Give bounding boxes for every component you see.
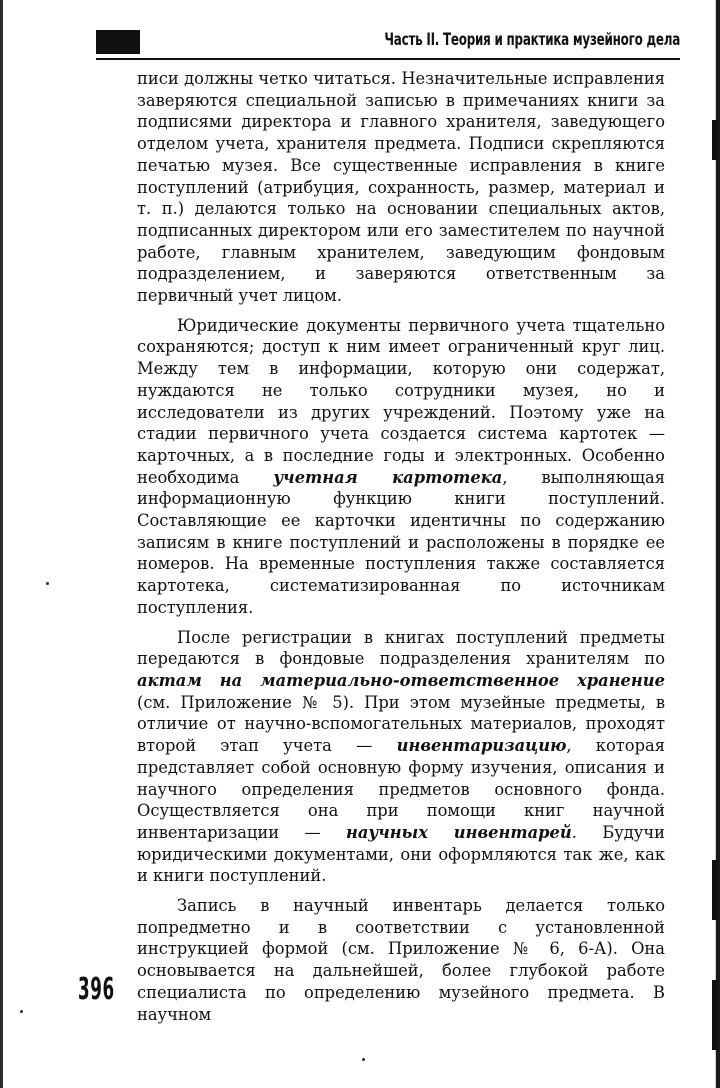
text-run: , выполняющая информационную функцию книги поступлений. Составляющие ее карточки идентичны по содержанию записям в книге поступлений и расположены в порядке ее номеров. На временные поступления также составляется картотека, систематизированная по источникам поступления. [137, 467, 666, 617]
scan-artifact [712, 980, 718, 1050]
paragraph [137, 895, 665, 1025]
text-run: . Будучи юридическими документами, они оформляются так же, как и книги поступлений. [137, 822, 665, 886]
emphasized-term: учетная картотека [273, 467, 503, 487]
paragraph [137, 68, 665, 307]
paragraph-gap [137, 887, 665, 895]
text-run: писи должны четко читаться. Незначительные исправления заверяются специальной записью в примечаниях книги за подписями директора и главного хранителя, заведующего отделом учета, хранителя предмета. Подписи скрепляются печатью музея. Все существенные исправления в книге поступлений (атрибуция, сохранность, размер, материал и т. п.) делаются только на основании специальных актов, подписанных директором или его заместителем по научной работе, главным хранителем, заведующим фондовым подразделением, и заверяются ответственным за первичный учет лицом. [137, 69, 665, 306]
scan-artifact [712, 860, 718, 920]
scan-speck [20, 1010, 23, 1013]
scan-artifact [712, 120, 718, 160]
emphasized-term: научных инвентарей [346, 822, 572, 842]
header-black-block [96, 30, 140, 54]
running-header [96, 28, 680, 58]
page-left-edge [0, 0, 14, 1088]
emphasized-term: актам на материально-ответственное хранение [137, 670, 665, 690]
text-run: , которая представляет собой основную форму изучения, описания и научного определения предметов основного фонда. Осуществляется она при помощи книг научной инвентаризации — [137, 736, 665, 842]
text-run: Запись в научный инвентарь делается только попредметно и в соответствии с установленной инструкцией формой (см. Приложение № 6, 6-А). Она основывается на дальнейшей, более глубокой работе специалиста по определению музейного предмета. В научном [137, 896, 665, 1024]
text-run: Юридические документы первичного учета тщательно сохраняются; доступ к ним имеет ограниченный круг лиц. Между тем в информации, которую они содержат, нуждаются не только сотрудники музея, но и исследователи из других учреждений. Поэтому уже на стадии первичного учета создается система картотек — карточных, а в последние годы и электронных. Особенно необходима [137, 315, 665, 487]
emphasized-term: инвентаризацию [396, 736, 567, 756]
page-number: 396 [78, 972, 115, 1007]
page-right-edge [710, 0, 720, 1088]
scan-speck [362, 1058, 365, 1061]
scan-speck [46, 582, 49, 585]
text-run: (см. Приложение № 5). При этом музейные предметы, в отличие от научно-вспомогательных материалов, проходят второй этап учета — [137, 692, 665, 756]
body-text [137, 68, 665, 1025]
running-title: Часть II. Теория и практика музейного дела [384, 30, 680, 50]
paragraph-gap [137, 307, 665, 315]
paragraph [137, 627, 665, 887]
text-run: После регистрации в книгах поступлений предметы передаются в фондовые подразделения хранителям по [137, 627, 665, 669]
paragraph-gap [137, 619, 665, 627]
header-rule [96, 58, 680, 60]
paragraph [137, 315, 665, 619]
